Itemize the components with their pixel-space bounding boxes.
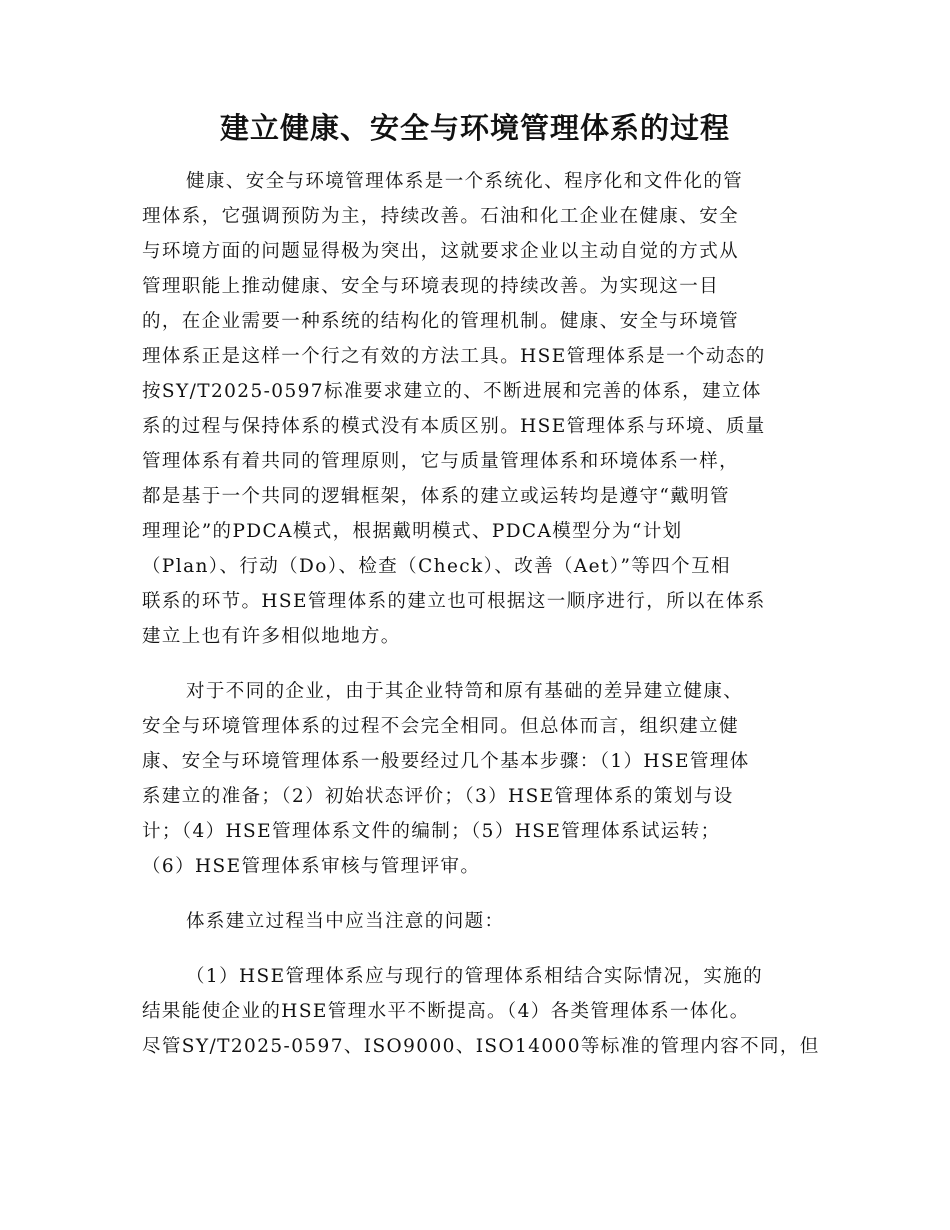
text-line: 理体系正是这样一个行之有效的方法工具。HSE管理体系是一个动态的	[142, 346, 766, 367]
text-line: 管理体系有着共同的管理原则，它与质量管理体系和环境体系一样，	[142, 451, 740, 472]
text-line: （Plan）、行动（Do）、检查（Check）、改善（Aet）”等四个互相	[142, 556, 731, 577]
text-line: 健康、安全与环境管理体系是一个系统化、程序化和文件化的管	[186, 171, 744, 192]
text-line: 按SY/T2025-0597标准要求建立的、不断进展和完善的体系，建立体	[142, 381, 762, 402]
text-line: 康、安全与环境管理体系一般要经过几个基本步骤：（1）HSE管理体	[142, 751, 750, 772]
text-line: （1）HSE管理体系应与现行的管理体系相结合实际情况，实施的	[186, 966, 764, 987]
text-line: （6）HSE管理体系审核与管理评审。	[142, 856, 481, 877]
text-line: 建立上也有许多相似地地方。	[142, 626, 401, 647]
text-line: 结果能使企业的HSE管理水平不断提高。（4）各类管理体系一体化。	[142, 1001, 750, 1022]
text-line: 尽管SY/T2025-0597、ISO9000、ISO14000等标准的管理内容不同，但	[142, 1036, 820, 1057]
text-line: 都是基于一个共同的逻辑框架，体系的建立或运转均是遵守“戴明管	[142, 486, 730, 507]
text-line: 管理职能上推动健康、安全与环境表现的持续改善。为实现这一目	[142, 276, 720, 297]
text-line: 联系的环节。HSE管理体系的建立也可根据这一顺序进行，所以在体系	[142, 591, 766, 612]
text-line: 体系建立过程当中应当注意的问题：	[186, 911, 505, 932]
document-title: 建立健康、安全与环境管理体系的过程	[219, 111, 730, 145]
text-line: 计；（4）HSE管理体系文件的编制；（5）HSE管理体系试运转；	[142, 821, 721, 842]
text-line: 理体系，它强调预防为主，持续改善。石油和化工企业在健康、安全	[142, 206, 740, 227]
text-line: 对于不同的企业，由于其企业特笥和原有基础的差异建立健康、	[186, 681, 744, 702]
text-line: 理理论”的PDCA模式，根据戴明模式、PDCA模型分为“计划	[142, 521, 683, 542]
text-line: 系的过程与保持体系的模式没有本质区别。HSE管理体系与环境、质量	[142, 416, 766, 437]
text-line: 系建立的准备；（2）初始状态评价；（3）HSE管理体系的策划与设	[142, 786, 734, 807]
text-line: 与环境方面的问题显得极为突出，这就要求企业以主动自觉的方式从	[142, 241, 740, 262]
text-line: 的，在企业需要一种系统的结构化的管理机制。健康、安全与环境管	[142, 311, 740, 332]
text-line: 安全与环境管理体系的过程不会完全相同。但总体而言，组织建立健	[142, 716, 740, 737]
